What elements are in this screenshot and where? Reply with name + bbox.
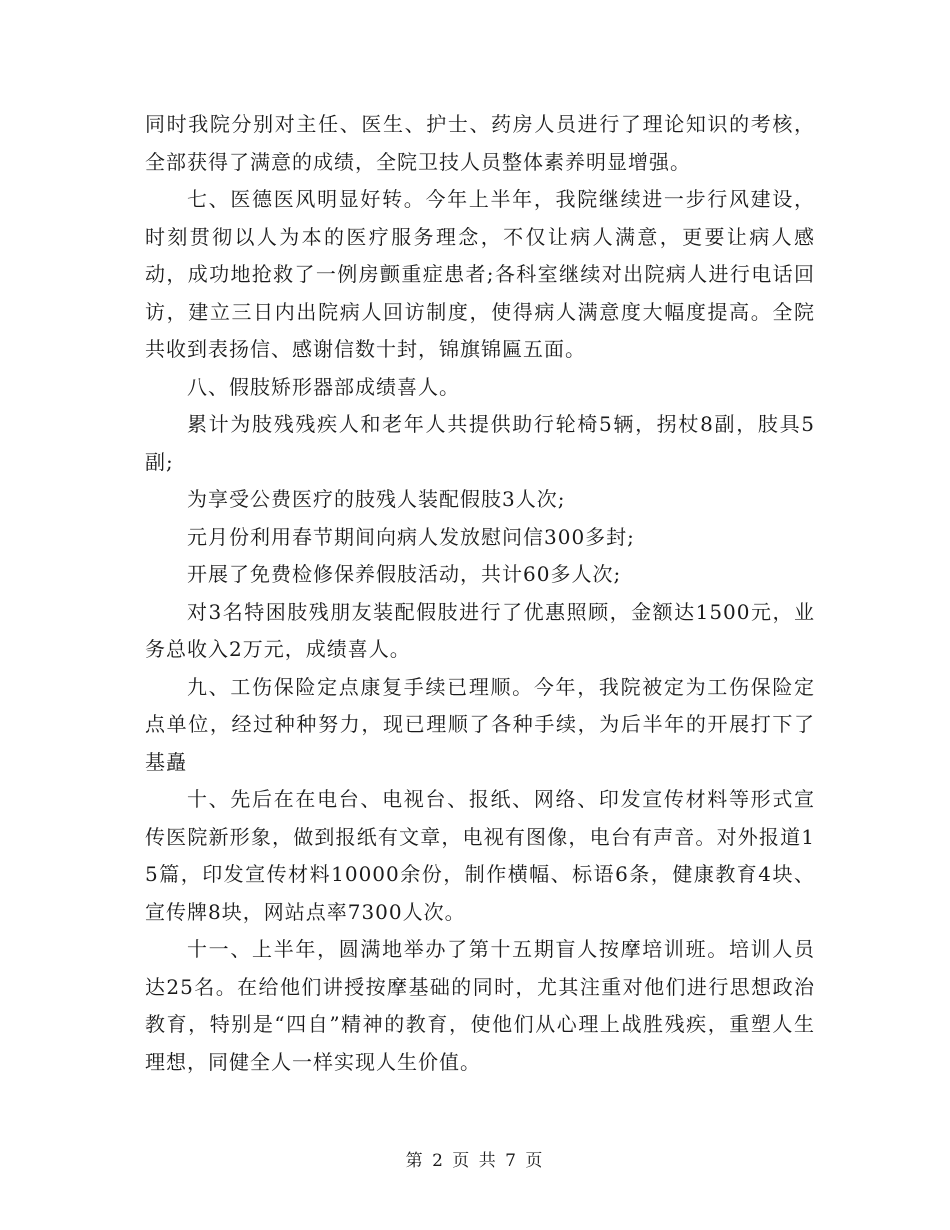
page-number-footer: 第 2 页 共 7 页 [405, 1151, 545, 1171]
paragraph-7: 开展了免费检修保养假肢活动，共计60多人次; [187, 562, 622, 586]
paragraph-4: 累计为肢残残疾人和老年人共提供助行轮椅5辆，拐杖8副，肢具5副; [145, 412, 815, 474]
paragraph-10: 十、先后在在电台、电视台、报纸、网络、印发宣传材料等形式宣传医院新形象，做到报纸有文章，电视有图像，电台有声音。对外报道15篇，印发宣传材料10000余份，制作横幅、标语6条，健康教育4块、宣传牌8块，网站点率7300人次。 [145, 787, 815, 924]
paragraph-3: 八、假肢矫形器部成绩喜人。 [187, 374, 460, 399]
document-body [145, 106, 815, 1081]
paragraph-5: 为享受公费医疗的肢残人装配假肢3人次; [187, 487, 566, 511]
paragraph-8: 对3名特困肢残朋友装配假肢进行了优惠照顾，金额达1500元，业务总收入2万元，成绩喜人。 [145, 599, 815, 661]
paragraph-2: 七、医德医风明显好转。今年上半年，我院继续进一步行风建设，时刻贯彻以人为本的医疗服务理念，不仅让病人满意，更要让病人感动，成功地抢救了一例房颤重症患者;各科室继续对出院病人进行电话回访，建立三日内出院病人回访制度，使得病人满意度大幅度提高。全院共收到表扬信、感谢信数十封，锦旗锦匾五面。 [145, 187, 815, 361]
paragraph-9: 九、工伤保险定点康复手续已理顺。今年，我院被定为工伤保险定点单位，经过种种努力，现已理顺了各种手续，为后半年的开展打下了基矗 [145, 674, 815, 774]
paragraph-1: 同时我院分别对主任、医生、护士、药房人员进行了理论知识的考核，全部获得了满意的成绩，全院卫技人员整体素养明显增强。 [145, 112, 815, 174]
paragraph-11: 十一、上半年，圆满地举办了第十五期盲人按摩培训班。培训人员达25名。在给他们讲授按摩基础的同时，尤其注重对他们进行思想政治教育，特别是“四自”精神的教育，使他们从心理上战胜残疾，重塑人生理想，同健全人一样实现人生价值。 [145, 937, 815, 1074]
paragraph-6: 元月份利用春节期间向病人发放慰问信300多封; [187, 524, 635, 549]
